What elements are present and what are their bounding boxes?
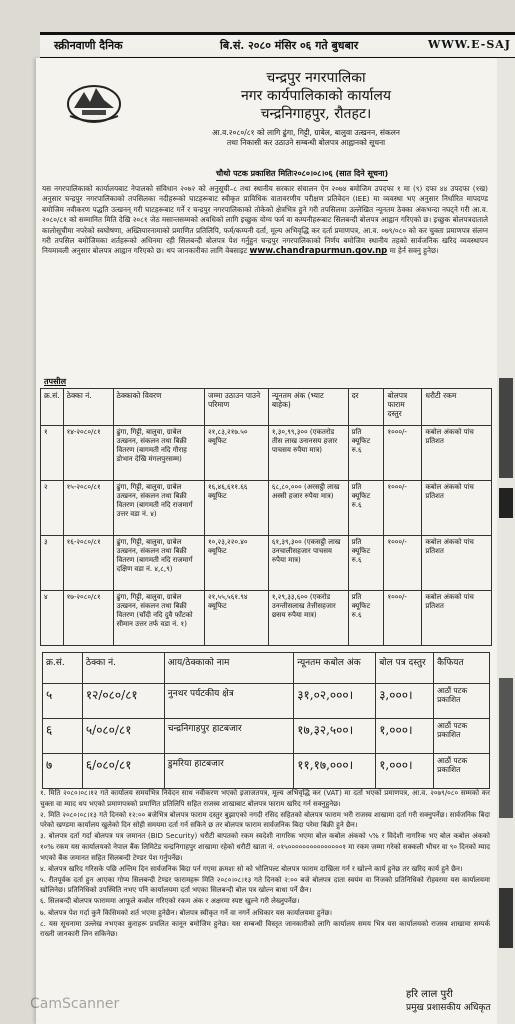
- adjacent-ad-block: [499, 488, 513, 518]
- table-cell: १०००/-: [384, 536, 422, 591]
- signatory-name: हरि लाल पुरी: [406, 989, 453, 1000]
- table-cell: १६,४६,६११.६६ क्यूफिट: [205, 481, 269, 536]
- table-cell: डुमरिया हाटबजार: [164, 754, 294, 789]
- table-cell: १७-२०८०/८१: [63, 591, 113, 646]
- column-header: धरौटी रकम: [422, 389, 492, 426]
- term-item: ७. बोलपत्र पेश गर्दा कुनै किसिमको शर्त भएमा हुनेछैन। बोलपत्र स्वीकृत गर्ने वा नगर्ने अधिकार यस कार्यालयमा हुनेछ।: [40, 908, 333, 917]
- column-header: न्यूनतम कबोल अंक: [294, 653, 376, 684]
- column-header: ठेक्का नं.: [63, 389, 113, 426]
- table-cell: १,२९,३३,६०० (एकरोड उनन्तीसलाख तेत्तीसहजार छसय रुपैया मात्र): [268, 591, 348, 646]
- adjacent-ad-block: [499, 888, 513, 948]
- table-cell: चन्द्रनिगाहपुर हाटबजार: [164, 719, 294, 754]
- table-cell: प्रति क्यूफिट रु.६: [348, 481, 384, 536]
- table-cell: १,०००।: [376, 754, 434, 789]
- table-cell: १०,२३,२२०.४० क्यूफिट: [205, 536, 269, 591]
- column-header: दर: [348, 389, 384, 426]
- term-item: ८. यस सूचनामा उल्लेख नभएका कुराहरू प्रचलित कानून बमोजिम हुनेछ। यस सम्बन्धी विस्तृत जानकारीको लागि कार्यालय समय भित्र यस कार्यालयको राजस्व शाखामा सम्पर्क राख्नी जानकारी लिन सकिनेछ।: [40, 919, 490, 939]
- table-cell: ६: [43, 719, 83, 754]
- table-row: [41, 481, 492, 536]
- newspaper-website: WWW.E-SAJ: [428, 38, 512, 51]
- notice-subject-line2: तथा निकासी कर उठाउने सम्बन्धी बोलपत्र आह्वानको सूचना: [226, 138, 386, 147]
- table-cell: ढुंगा, गिट्टी, बालुवा, ग्राबेल उत्खनन, संकलन तथा बिक्री वितरण (बागमती नदि राजमार्ग उत्तर वडा नं. ४): [113, 481, 205, 536]
- table-row: [43, 684, 490, 719]
- table-cell: २: [41, 481, 64, 536]
- table-cell: २१,५५,५६१.९४ क्यूफिट: [205, 591, 269, 646]
- table-cell: ११,१७,०००।: [294, 754, 376, 789]
- column-header: क्र.सं.: [43, 653, 83, 684]
- term-item: २. मिति २०८०।०८।१३ गते दिनको १२:०० बजेभित्र बोलपत्र फाराम दस्तुर बुझाएको नगदी रसिद सहितको बोलपत्र फाराम भरी राजस्व शाखामा दर्ता गरी सक्नुपर्नेछ। सार्वजनिक बिदा परेको खण्डमा कार्यालय खुलेको दिन सोही समयमा दर्ता गर्न सकिने छ तर बोलपत्र फाराम सार्वजनिक बिदा परेमा बिक्री हुने छैन।: [40, 810, 490, 830]
- table-cell: प्रति क्यूफिट रु.६: [348, 591, 384, 646]
- table-cell: १,०००।: [376, 719, 434, 754]
- table-cell: कबोल अंकको पांच प्रतिशत: [422, 591, 492, 646]
- office-address: चन्द्रनिगाहपुर, रौतहट।: [260, 106, 372, 122]
- table-cell: १६-२०८०/८१: [63, 536, 113, 591]
- term-item: ५. रीतपूर्वक दर्ता हुन आएका गोप्य सिलबन्दी टेण्डर फारामहरू मिति २०८०।०८।१३ गते दिनको २:०० बजे बोलपत्र दाता स्वयंम वा निजको प्रतिनिधिको रोहवरमा यस कार्यालयमा खोलिनेछ। प्रतिनिधिको उपस्थिति नभए पनि कार्यालयमा दर्ता भएका सिलबन्दी बोल पत्र खोल्न बाधा पर्ने छैन।: [40, 875, 490, 895]
- table-cell: ५/०८०/८१: [82, 719, 164, 754]
- table-row: [41, 426, 492, 481]
- table-cell: ढुंगा, गिट्टी, बालुवा, ग्राबेल उत्खनन, संकलन तथा बिक्री वितरण (बागमती नदि गौराह डोभान देखि मंगलपुरसम्म): [113, 426, 205, 481]
- table-cell: आठौं पटक प्रकाशित: [434, 684, 490, 719]
- table-cell: १४-२०८०/८१: [63, 426, 113, 481]
- term-item: ६. सिलबन्दी बोलपत्र फाराममा आफूले कबोल गरिएको रकम अंक र अक्षरमा स्पष्ट खुल्ने गरी लेख्नुपर्नेछ।: [40, 897, 300, 906]
- publication-dateline: चौथो पटक प्रकाशित मितिः२०८०।०८।०६ (सात दिने सूचना): [216, 168, 388, 181]
- municipality-name: चन्द्रपुर नगरपालिका: [266, 70, 366, 86]
- table-cell: १०००/-: [384, 426, 422, 481]
- website-link[interactable]: www.chandrapurmun.gov.np: [249, 246, 388, 257]
- table-cell: १: [41, 426, 64, 481]
- column-header: आय/ठेक्काको नाम: [164, 653, 294, 684]
- table-cell: २१,८३,२१७.५० क्यूफिट: [205, 426, 269, 481]
- column-header: बोलपत्र फाराम दस्तुर: [384, 389, 422, 426]
- table-cell: ५: [43, 684, 83, 719]
- table-cell: ७: [43, 754, 83, 789]
- notice-body-tail: मा हेर्न सक्नु हुनेछ।: [389, 246, 439, 256]
- table-header-row: [43, 653, 490, 684]
- table-cell: १७,३२,५००।: [294, 719, 376, 754]
- table-cell: ६१,३९,३०० (एकसट्ठी लाख उनचालीसहजार पाचसय रुपैया मात्र): [268, 536, 348, 591]
- table-cell: ३१,०२,०००।: [294, 684, 376, 719]
- column-header: जम्मा उठाउन पाउने परिमाण: [205, 389, 269, 426]
- tender-table-markets: [42, 652, 490, 789]
- table-cell: ३: [41, 536, 64, 591]
- nepal-emblem-icon: [64, 78, 124, 126]
- column-header: न्यूनतम अंक (भ्याट बाहेक): [268, 389, 348, 426]
- column-header: बोल पत्र दस्तुर: [376, 653, 434, 684]
- newspaper-date: बि.सं. २०८० मंसिर ०६ गते बुधबार: [220, 39, 359, 52]
- notice-body: [42, 184, 488, 257]
- schedule-label: तपसील: [44, 377, 67, 386]
- table-cell: कबोल अंकको पांच प्रतिशत: [422, 426, 492, 481]
- column-header: कैफियत: [434, 653, 490, 684]
- table-row: [41, 536, 492, 591]
- notice-subject-line1: आ.व.२०८०/८१ को लागि ढुंगा, गिट्टी, ग्राबेल, बालुवा उत्खनन, संकलन: [212, 128, 400, 137]
- tender-table-extraction: [40, 388, 492, 646]
- table-cell: १०००/-: [384, 481, 422, 536]
- table-cell: १०००/-: [384, 591, 422, 646]
- scanner-watermark: CamScanner: [30, 996, 120, 1012]
- term-item: १. मिति २०८०।०८।१२ गते कार्यालय समयभित्र निवेदन साथ नवीकरण भएको इजाजतपत्र, मूल्य अभिवृद्धि कर (VAT) मा दर्ता भएको प्रमाणपत्र, आ.व. २०७९/०८० सम्मको कर चुक्ता वा म्याद थप भएको प्रमाणपत्रको प्रमाणित प्रतिलिपि सहित राजस्व शाखाबाट बोलपत्र फाराम खरिद गर्न सक्नुहुनेछ।: [40, 789, 490, 808]
- newspaper-name: स्क्रीनवाणी दैनिक: [54, 39, 123, 52]
- table-row: [43, 719, 490, 754]
- table-cell: ३,०००।: [376, 684, 434, 719]
- table-cell: ढुंगा, गिट्टी, बालुवा, ग्राबेल उत्खनन, संकलन तथा बिक्री वितरण (चाँदी नदि दुवै फाँटको सीमान उत्तर तर्फ वडा नं. १): [113, 591, 205, 646]
- adjacent-ad-block: [499, 378, 513, 478]
- column-header: ठेक्काको विवरण: [113, 389, 205, 426]
- signatory-title: प्रमुख प्रशासकीय अधिकृत: [406, 1003, 491, 1013]
- table-header-row: [41, 389, 492, 426]
- table-row: [41, 591, 492, 646]
- column-header: क्र.सं.: [41, 389, 64, 426]
- term-item: ३. बोलपत्र दर्ता गर्दा बोलपत्र पत्र जमानत (BID Security) धरौटी बापतको रकम स्वदेशी नागरिक भएमा बोल कबोल अंकको ५% र विदेशी नागरिक भए बोल कबोल अंकको १०% रकम यस कार्यालयको नेपाल बैंक लिमिटेड चन्द्रनिगाहपुर शाखामा रहेको धरौटी खाता नं. ०१५०००००००००००००००१ मा रकम जम्मा गरेको सक्कली भौचर वा ९० दिनको म्याद भएको बैंक जमानत सहित सिलबन्दी टेण्डर पेश गर्नुपर्नेछ।: [40, 832, 490, 862]
- table-cell: १,३०,९९,३०० (एकतरोड तीस लाख उनानसय हजार पाचसय रुपैया मात्र): [268, 426, 348, 481]
- table-cell: ४: [41, 591, 64, 646]
- table-cell: आठौं पटक प्रकाशित: [434, 719, 490, 754]
- table-cell: ६/०८०/८१: [82, 754, 164, 789]
- table-cell: १२/०८०/८१: [82, 684, 164, 719]
- table-cell: कबोल अंकको पांच प्रतिशत: [422, 481, 492, 536]
- table-cell: आठौं पटक प्रकाशित: [434, 754, 490, 789]
- column-header: ठेक्का नं.: [82, 653, 164, 684]
- adjacent-ad-block: [499, 678, 513, 818]
- table-cell: प्रति क्यूफिट रु.६: [348, 536, 384, 591]
- term-item: ४. बोलपत्र खरिद गरिसके पछि अन्तिम दिन सार्वजनिक बिदा पर्न गएमा क्रमशः सो को भोलिपल्ट बोलपत्र फाराम दाखिला गर्न र खोल्ने कार्य हुनेछ तर खरिद कार्य हुने छैन।: [40, 864, 463, 873]
- tender-notice: [36, 58, 497, 1024]
- table-row: [43, 754, 490, 789]
- table-cell: ६८,८०,००० (अरसट्ठी लाख अस्सी हजार रुपैया मात्र): [268, 481, 348, 536]
- adjacent-page-edge: [497, 58, 515, 1024]
- newspaper-masthead: [40, 32, 515, 59]
- table-cell: कबोल अंकको पांच प्रतिशत: [422, 536, 492, 591]
- terms-list: [40, 788, 490, 940]
- notice-body-text: यस नगरपालिकाको कार्यालयबाट नेपालको संविधान २०७२ को अनुसूची–८ तथा स्थानीय सरकार संचालन ऐन २०७४ बमोजिम उपदफा १ मा (९) दफा ४४ उपदफा (१ख) अनुसार चन्द्रपुर नगरपालिकाको तपसिलका नदीहरूको घाटहरूबाट स्वीकृत प्राविधिक वातावरणीय परीक्षण प्रतिवेदन (IEE) मा व्यवस्था भए अनुसार निर्धारित मापदण्ड बमोजिम नवीकरण पद्धति उत्खनन् गरी घाटहरूबाट गर्ने र चन्द्रपुर नगरपालिकाको तोकेको क्षेत्रभित्र हुने गरी तपसिलमा उल्लेखित न्यूनतम ठेक्का अंकभन्दा नघट्ने गरी आ.व. २०८०/८१ को सम्मानित मिति देखि २०८१ जेठ मसान्तसम्मको अवधिको लागि इच्छुक योग्य फर्म वा कम्पनीहरूबाट सिलबन्दी बोलपत्र आह्वान गरिएको छ। इच्छुक बोलपत्रदाताले कालोसूचीमा नपरेको स्वघोषणा, अख्तियारनामाको प्रमाणित प्रतिलिपि, फर्म/कम्पनी दर्ता, मूल्य अभिवृद्धि कर दर्ता प्रमाणपत्र, आ.व. ०७९/०८० को कर चुक्ता प्रमाणपत्र संलग्न गरी तपसिल बमोजिमका शर्तहरूको अधिनमा रही सिलबन्दी बोलपत्र पेश गर्नुहुन चन्द्रपुर नगरपालिकाको निर्णय बमोजिम स्थानीय तहको सार्वजनिक खरिद व्यवस्थापन नियमावली अनुसार बोलपत्र आह्वान गरिएको छ। थप जानकारीका लागि वेबसाइट: [42, 184, 488, 256]
- table-cell: १५-२०८०/८१: [63, 481, 113, 536]
- table-cell: प्रति क्यूफिट रु.६: [348, 426, 384, 481]
- office-name: नगर कार्यपालिकाको कार्यालय: [241, 88, 391, 104]
- table-cell: ढुंगा, गिट्टी, बालुवा, ग्राबेल उत्खनन, संकलन तथा बिक्री वितरण (बागमती नदि राजमार्ग दक्षिण वडा नं. ४,८,९): [113, 536, 205, 591]
- table-cell: नुनथर पर्यटकीय क्षेत्र: [164, 684, 294, 719]
